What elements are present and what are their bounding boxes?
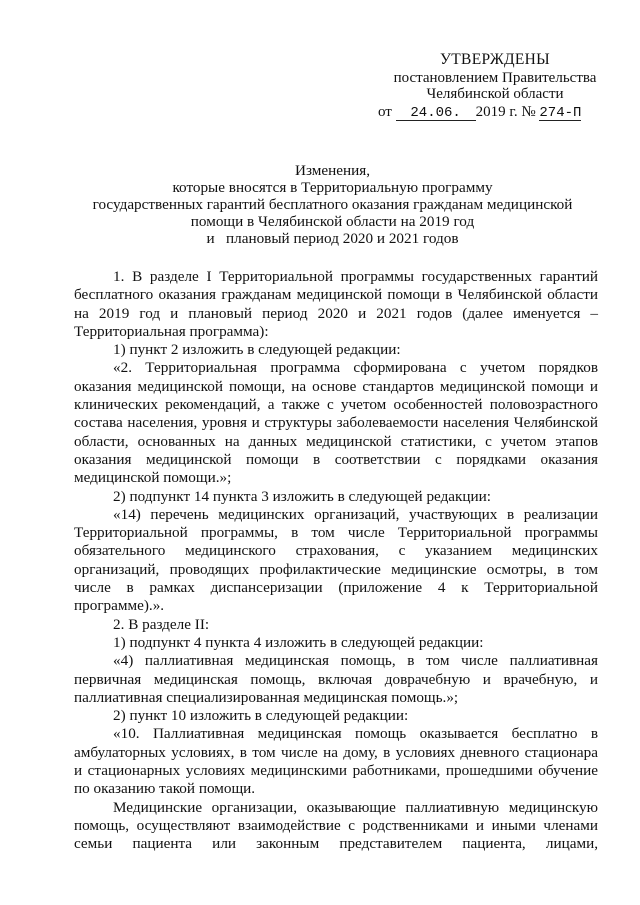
date-value: 24.06. xyxy=(396,106,476,121)
body-line: 2) пункт 10 изложить в следующей редакции: xyxy=(113,707,409,725)
body-line: области, основанных на данных медицинской статистики, с учетом этапов xyxy=(74,432,598,450)
title-line: и плановый период 2020 и 2021 годов xyxy=(206,230,459,247)
body-line: оказания медицинской помощи, на основе стандартов медицинской помощи и xyxy=(74,377,598,395)
approval-line-2: Челябинской области xyxy=(426,86,564,102)
body-line: первичная медицинская помощь, включая доврачебную и врачебную, и xyxy=(74,670,598,688)
title-line: Изменения, xyxy=(294,162,370,179)
body-line: клинических рекомендаций, а также с учетом особенностей половозрастного xyxy=(74,396,598,414)
body-line: паллиативная специализированная медицинская помощь.»; xyxy=(74,688,459,706)
body-line: 2) подпункт 14 пункта 3 изложить в следующей редакции: xyxy=(113,487,492,505)
decree-number: 274-П xyxy=(539,105,582,121)
body-line: на 2019 год и плановый период 2020 и 2021 годов (далее именуется – xyxy=(74,304,598,322)
body-line: Медицинские организации, оказывающие паллиативную медицинскую xyxy=(113,798,598,816)
body-line: бесплатного оказания гражданам медицинской помощи в Челябинской области xyxy=(74,286,598,304)
body-line: обязательного медицинского страхования, с указанием медицинских xyxy=(74,542,598,560)
body-line: «2. Территориальная программа сформирована с учетом порядков xyxy=(113,359,598,377)
body-line: 1) подпункт 4 пункта 4 изложить в следующей редакции: xyxy=(113,633,484,651)
document-body xyxy=(74,268,598,854)
body-line: оказания медицинской помощи в соответствии с порядками оказания xyxy=(74,450,598,468)
body-line: 2. В разделе II: xyxy=(113,615,210,633)
title-line: помощи в Челябинской области на 2019 год xyxy=(190,213,475,230)
body-line: числе в рамках диспансеризации (приложение 4 к Территориальной xyxy=(74,579,598,597)
body-line: «4) паллиативная медицинская помощь, в том числе паллиативная xyxy=(113,652,598,670)
body-line: организаций, проводящих профилактические медицинские осмотры, в том xyxy=(74,560,598,578)
body-line: Территориальная программа): xyxy=(74,322,269,340)
approval-heading: УТВЕРЖДЕНЫ xyxy=(440,51,550,68)
body-line: семьи пациента или законным представителем пациента, лицами, xyxy=(74,835,598,853)
approval-line-1: постановлением Правительства xyxy=(393,70,597,86)
body-line: Территориальной программы, в том числе Территориальной программы xyxy=(74,524,598,542)
body-line: амбулаторных условиях, в том числе на дому, в условиях дневного стационара xyxy=(74,743,598,761)
title-line: государственных гарантий бесплатного оказания гражданам медицинской xyxy=(92,196,573,213)
body-line: «10. Паллиативная медицинская помощь оказывается бесплатно в xyxy=(113,725,598,743)
body-line: по оказанию такой помощи. xyxy=(74,780,256,798)
body-line: медицинской помощи.»; xyxy=(74,469,232,487)
year-text: 2019 г. № xyxy=(475,104,536,120)
body-line: помощь, осуществляют взаимодействие с родственниками и иными членами xyxy=(74,816,598,834)
approval-date-line xyxy=(378,104,610,121)
body-line: «14) перечень медицинских организаций, участвующих в реализации xyxy=(113,505,598,523)
body-line: программе).». xyxy=(74,597,165,615)
approval-block xyxy=(380,52,610,121)
title-line: которые вносятся в Территориальную программу xyxy=(172,179,493,196)
date-prefix: от xyxy=(378,104,392,120)
body-line: состава населения, уровня и структуры заболеваемости населения Челябинской xyxy=(74,414,598,432)
body-line: 1. В разделе I Территориальной программы государственных гарантий xyxy=(113,268,598,285)
body-line: и стационарных условиях медицинскими работниками, прошедшими обучение xyxy=(74,762,598,780)
body-line: 1) пункт 2 изложить в следующей редакции: xyxy=(113,341,401,359)
document-title xyxy=(60,162,605,247)
